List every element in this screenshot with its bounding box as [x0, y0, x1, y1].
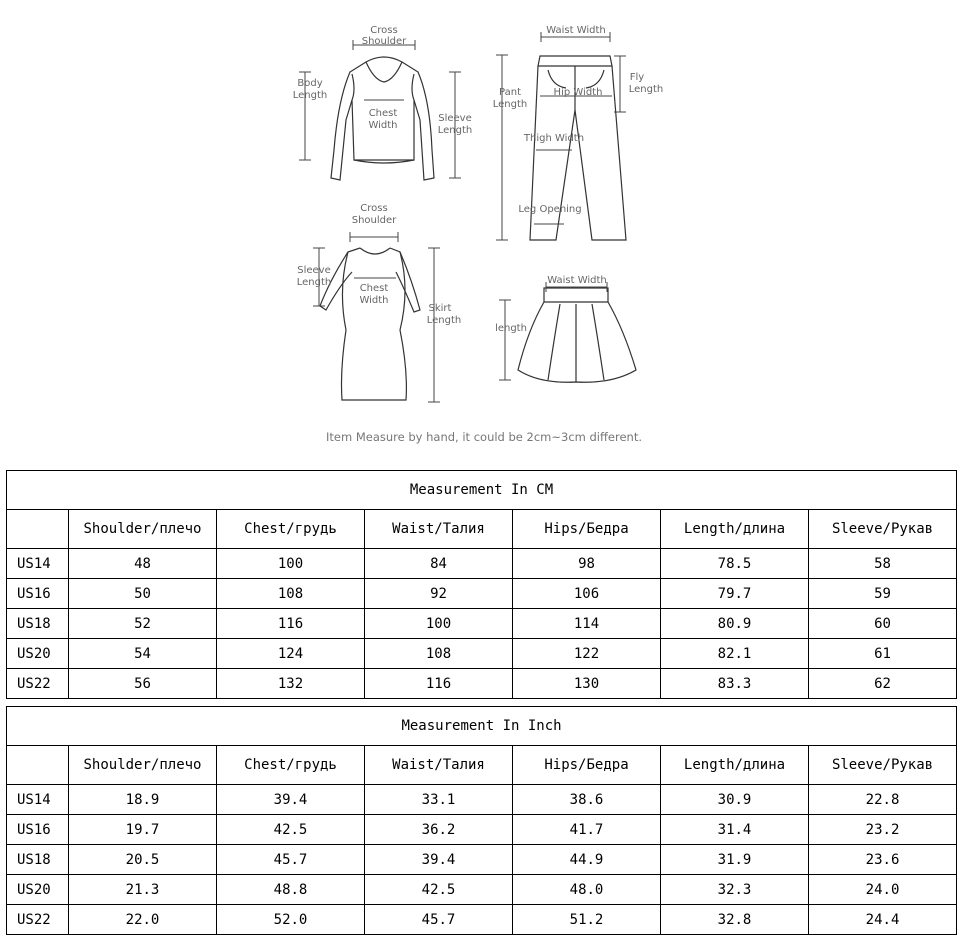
label-pant-length: Pant Length [492, 87, 528, 110]
table-cell: 80.9 [661, 609, 809, 639]
table-cell: 19.7 [69, 815, 217, 845]
table-cell: 132 [217, 669, 365, 699]
table-cell: 33.1 [365, 785, 513, 815]
table-cell: 42.5 [365, 875, 513, 905]
table-cell: 83.3 [661, 669, 809, 699]
table-cell: 45.7 [217, 845, 365, 875]
column-header [7, 746, 69, 785]
table-cell: 30.9 [661, 785, 809, 815]
size-table-inch [6, 706, 957, 935]
table-cell: 48 [69, 549, 217, 579]
table-cell: 36.2 [365, 815, 513, 845]
table-cell: 31.9 [661, 845, 809, 875]
table-cell: 24.0 [809, 875, 957, 905]
table-cell: 100 [365, 609, 513, 639]
label-thigh-width: Thigh Width [523, 133, 585, 144]
table-cell: 82.1 [661, 639, 809, 669]
table-cell: 21.3 [69, 875, 217, 905]
column-header: Chest/грудь [217, 746, 365, 785]
column-header: Sleeve/Рукав [809, 746, 957, 785]
column-header: Chest/грудь [217, 510, 365, 549]
table-row [7, 639, 957, 669]
table-cell: 92 [365, 579, 513, 609]
table-cell: 58 [809, 549, 957, 579]
skirt-figure [495, 275, 636, 382]
table-cell: 32.8 [661, 905, 809, 935]
table-cell: 48.8 [217, 875, 365, 905]
table-cell: 31.4 [661, 815, 809, 845]
size-label: US22 [7, 669, 69, 699]
table-cell: 106 [513, 579, 661, 609]
table-cell: 32.3 [661, 875, 809, 905]
column-header: Length/длина [661, 746, 809, 785]
table-cell: 50 [69, 579, 217, 609]
table-row [7, 669, 957, 699]
table-cell: 52.0 [217, 905, 365, 935]
label-leg-opening: Leg Opening [518, 204, 582, 215]
size-label: US16 [7, 579, 69, 609]
table-cell: 62 [809, 669, 957, 699]
size-label: US22 [7, 905, 69, 935]
table-cell: 24.4 [809, 905, 957, 935]
size-table-cm [6, 470, 957, 699]
column-header: Waist/Талия [365, 510, 513, 549]
pants-figure [493, 25, 664, 240]
table-cell: 130 [513, 669, 661, 699]
table-cell: 22.8 [809, 785, 957, 815]
size-label: US20 [7, 875, 69, 905]
table-cell: 18.9 [69, 785, 217, 815]
column-header: Waist/Талия [365, 746, 513, 785]
table-cell: 44.9 [513, 845, 661, 875]
table-cell: 39.4 [365, 845, 513, 875]
table-cell: 39.4 [217, 785, 365, 815]
label-sleeve-length-2: Sleeve Length [296, 265, 332, 288]
table-row [7, 905, 957, 935]
table-title: Measurement In Inch [7, 707, 957, 746]
table-cell: 114 [513, 609, 661, 639]
table-cell: 56 [69, 669, 217, 699]
label-fly-length: Fly Length [628, 72, 664, 95]
table-cell: 100 [217, 549, 365, 579]
table-cell: 38.6 [513, 785, 661, 815]
label-cross-shoulder-1: Cross Shoulder [361, 25, 407, 47]
table-cell: 59 [809, 579, 957, 609]
sweater-figure [293, 25, 473, 180]
column-header: Sleeve/Рукав [809, 510, 957, 549]
measurement-diagram [0, 0, 962, 465]
size-label: US20 [7, 639, 69, 669]
table-row [7, 815, 957, 845]
label-chest-width-1: Chest Width [368, 108, 398, 131]
label-skirt-length: Skirt Length [426, 303, 462, 326]
label-body-length: Body Length [292, 78, 328, 101]
table-cell: 42.5 [217, 815, 365, 845]
table-cell: 22.0 [69, 905, 217, 935]
table-header-row [7, 746, 957, 785]
table-cell: 23.2 [809, 815, 957, 845]
table-cell: 108 [217, 579, 365, 609]
table-title-row [7, 471, 957, 510]
table-row [7, 845, 957, 875]
table-row [7, 549, 957, 579]
size-label: US16 [7, 815, 69, 845]
table-cell: 98 [513, 549, 661, 579]
table-title: Measurement In CM [7, 471, 957, 510]
table-cell: 122 [513, 639, 661, 669]
table-header-row [7, 510, 957, 549]
label-chest-width-2: Chest Width [359, 283, 389, 306]
table-cell: 23.6 [809, 845, 957, 875]
label-waist-width-skirt: Waist Width [547, 275, 607, 286]
table-cell: 84 [365, 549, 513, 579]
size-label: US14 [7, 785, 69, 815]
table-cell: 20.5 [69, 845, 217, 875]
table-cell: 41.7 [513, 815, 661, 845]
table-row [7, 785, 957, 815]
table-cell: 54 [69, 639, 217, 669]
table-cell: 124 [217, 639, 365, 669]
table-cell: 108 [365, 639, 513, 669]
column-header: Hips/Бедра [513, 510, 661, 549]
column-header: Hips/Бедра [513, 746, 661, 785]
table-cell: 48.0 [513, 875, 661, 905]
size-label: US18 [7, 845, 69, 875]
table-cell: 116 [217, 609, 365, 639]
table-cell: 61 [809, 639, 957, 669]
size-label: US14 [7, 549, 69, 579]
table-cell: 45.7 [365, 905, 513, 935]
column-header: Shoulder/плечо [69, 746, 217, 785]
table-row [7, 579, 957, 609]
table-cell: 60 [809, 609, 957, 639]
label-sleeve-length-1: Sleeve Length [437, 113, 473, 136]
label-length: length [495, 323, 527, 334]
measure-note: Item Measure by hand, it could be 2cm~3cm different. [325, 430, 643, 444]
table-cell: 52 [69, 609, 217, 639]
table-cell: 79.7 [661, 579, 809, 609]
table-row [7, 875, 957, 905]
table-cell: 78.5 [661, 549, 809, 579]
table-title-row [7, 707, 957, 746]
column-header: Shoulder/плечо [69, 510, 217, 549]
table-cell: 51.2 [513, 905, 661, 935]
table-row [7, 609, 957, 639]
label-hip-width: Hip Width [553, 87, 603, 98]
label-cross-shoulder-2: Cross Shoulder [351, 203, 397, 226]
dress-figure [297, 203, 462, 402]
size-label: US18 [7, 609, 69, 639]
label-waist-width-pants: Waist Width [546, 25, 606, 36]
table-cell: 116 [365, 669, 513, 699]
column-header [7, 510, 69, 549]
column-header: Length/длина [661, 510, 809, 549]
